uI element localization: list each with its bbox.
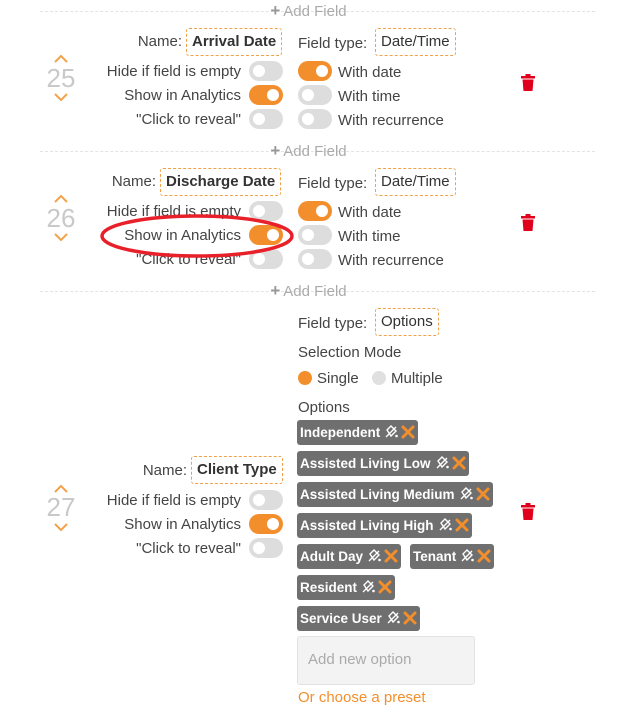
trash-icon[interactable] <box>520 74 536 92</box>
with-time-toggle[interactable] <box>298 225 332 245</box>
name-label: Name: <box>137 33 182 50</box>
hide-if-empty-label: Hide if field is empty <box>106 63 241 80</box>
option-chip[interactable]: Service User <box>297 606 420 631</box>
with-date-toggle[interactable] <box>298 61 332 81</box>
with-time-label: With time <box>338 228 401 245</box>
selection-mode-label: Selection Mode <box>298 344 402 361</box>
with-recurrence-label: With recurrence <box>338 252 444 269</box>
new-option-input[interactable]: Add new option <box>297 636 475 685</box>
click-to-reveal-toggle[interactable] <box>249 538 283 558</box>
paint-bucket-icon[interactable] <box>435 453 449 467</box>
with-recurrence-toggle[interactable] <box>298 249 332 269</box>
trash-icon[interactable] <box>520 214 536 232</box>
click-to-reveal-label: "Click to reveal" <box>136 111 241 128</box>
highlight-circle <box>98 212 298 262</box>
option-chip[interactable]: Adult Day <box>297 544 401 569</box>
show-in-analytics-toggle[interactable] <box>249 514 283 534</box>
plus-icon: + <box>270 281 281 300</box>
field-type-label: Field type: <box>298 175 368 192</box>
paint-bucket-icon[interactable] <box>384 422 398 436</box>
option-chip[interactable]: Resident <box>297 575 395 600</box>
option-chip[interactable]: Tenant <box>410 544 494 569</box>
close-icon[interactable] <box>378 577 392 591</box>
with-date-toggle[interactable] <box>298 201 332 221</box>
paint-bucket-icon[interactable] <box>386 608 400 622</box>
with-recurrence-label: With recurrence <box>338 112 444 129</box>
plus-icon: + <box>270 1 281 20</box>
name-field[interactable]: Discharge Date <box>160 168 281 196</box>
click-to-reveal-label: "Click to reveal" <box>136 251 241 268</box>
close-icon[interactable] <box>452 453 466 467</box>
close-icon[interactable] <box>455 515 469 529</box>
with-recurrence-toggle[interactable] <box>298 109 332 129</box>
option-chip[interactable]: Assisted Living Medium <box>297 482 493 507</box>
option-chip[interactable]: Assisted Living High <box>297 513 472 538</box>
field-type-label: Field type: <box>298 315 368 332</box>
show-in-analytics-label: Show in Analytics <box>124 516 241 533</box>
single-radio[interactable] <box>298 371 312 385</box>
multiple-radio[interactable] <box>372 371 386 385</box>
paint-bucket-icon[interactable] <box>460 546 474 560</box>
field-number: 26 <box>46 203 76 233</box>
close-icon[interactable] <box>401 422 415 436</box>
close-icon[interactable] <box>403 608 417 622</box>
with-time-label: With time <box>338 88 401 105</box>
paint-bucket-icon[interactable] <box>361 577 375 591</box>
close-icon[interactable] <box>384 546 398 560</box>
field-type-select[interactable]: Date/Time <box>375 28 456 56</box>
field-number: 25 <box>46 63 76 93</box>
with-time-toggle[interactable] <box>298 85 332 105</box>
show-in-analytics-label: Show in Analytics <box>124 87 241 104</box>
name-field[interactable]: Client Type <box>191 456 283 484</box>
show-in-analytics-toggle[interactable] <box>249 85 283 105</box>
add-field-button[interactable]: + Add Field <box>270 141 347 160</box>
add-field-button[interactable]: + Add Field <box>270 281 347 300</box>
field-type-label: Field type: <box>298 35 368 52</box>
hide-if-empty-label: Hide if field is empty <box>106 492 241 509</box>
paint-bucket-icon[interactable] <box>459 484 473 498</box>
name-label: Name: <box>111 173 156 190</box>
field-type-select[interactable]: Options <box>375 308 439 336</box>
field-number: 27 <box>46 492 76 522</box>
click-to-reveal-label: "Click to reveal" <box>136 540 241 557</box>
hide-if-empty-toggle[interactable] <box>249 61 283 81</box>
click-to-reveal-toggle[interactable] <box>249 109 283 129</box>
single-label: Single <box>317 370 359 387</box>
multiple-label: Multiple <box>391 370 443 387</box>
hide-if-empty-label: Hide if field is empty <box>106 203 241 220</box>
plus-icon: + <box>270 141 281 160</box>
close-icon[interactable] <box>477 546 491 560</box>
hide-if-empty-toggle[interactable] <box>249 490 283 510</box>
field-type-select[interactable]: Date/Time <box>375 168 456 196</box>
paint-bucket-icon[interactable] <box>438 515 452 529</box>
option-chip[interactable]: Independent <box>297 420 418 445</box>
option-chip[interactable]: Assisted Living Low <box>297 451 469 476</box>
trash-icon[interactable] <box>520 503 536 521</box>
name-field[interactable]: Arrival Date <box>186 28 282 56</box>
add-field-button[interactable]: + Add Field <box>270 1 347 20</box>
close-icon[interactable] <box>476 484 490 498</box>
show-in-analytics-label: Show in Analytics <box>124 227 241 244</box>
paint-bucket-icon[interactable] <box>367 546 381 560</box>
with-date-label: With date <box>338 64 402 81</box>
name-label: Name: <box>142 462 187 479</box>
options-label: Options <box>298 399 350 416</box>
with-date-label: With date <box>338 204 402 221</box>
choose-preset-link[interactable]: Or choose a preset <box>298 689 426 706</box>
